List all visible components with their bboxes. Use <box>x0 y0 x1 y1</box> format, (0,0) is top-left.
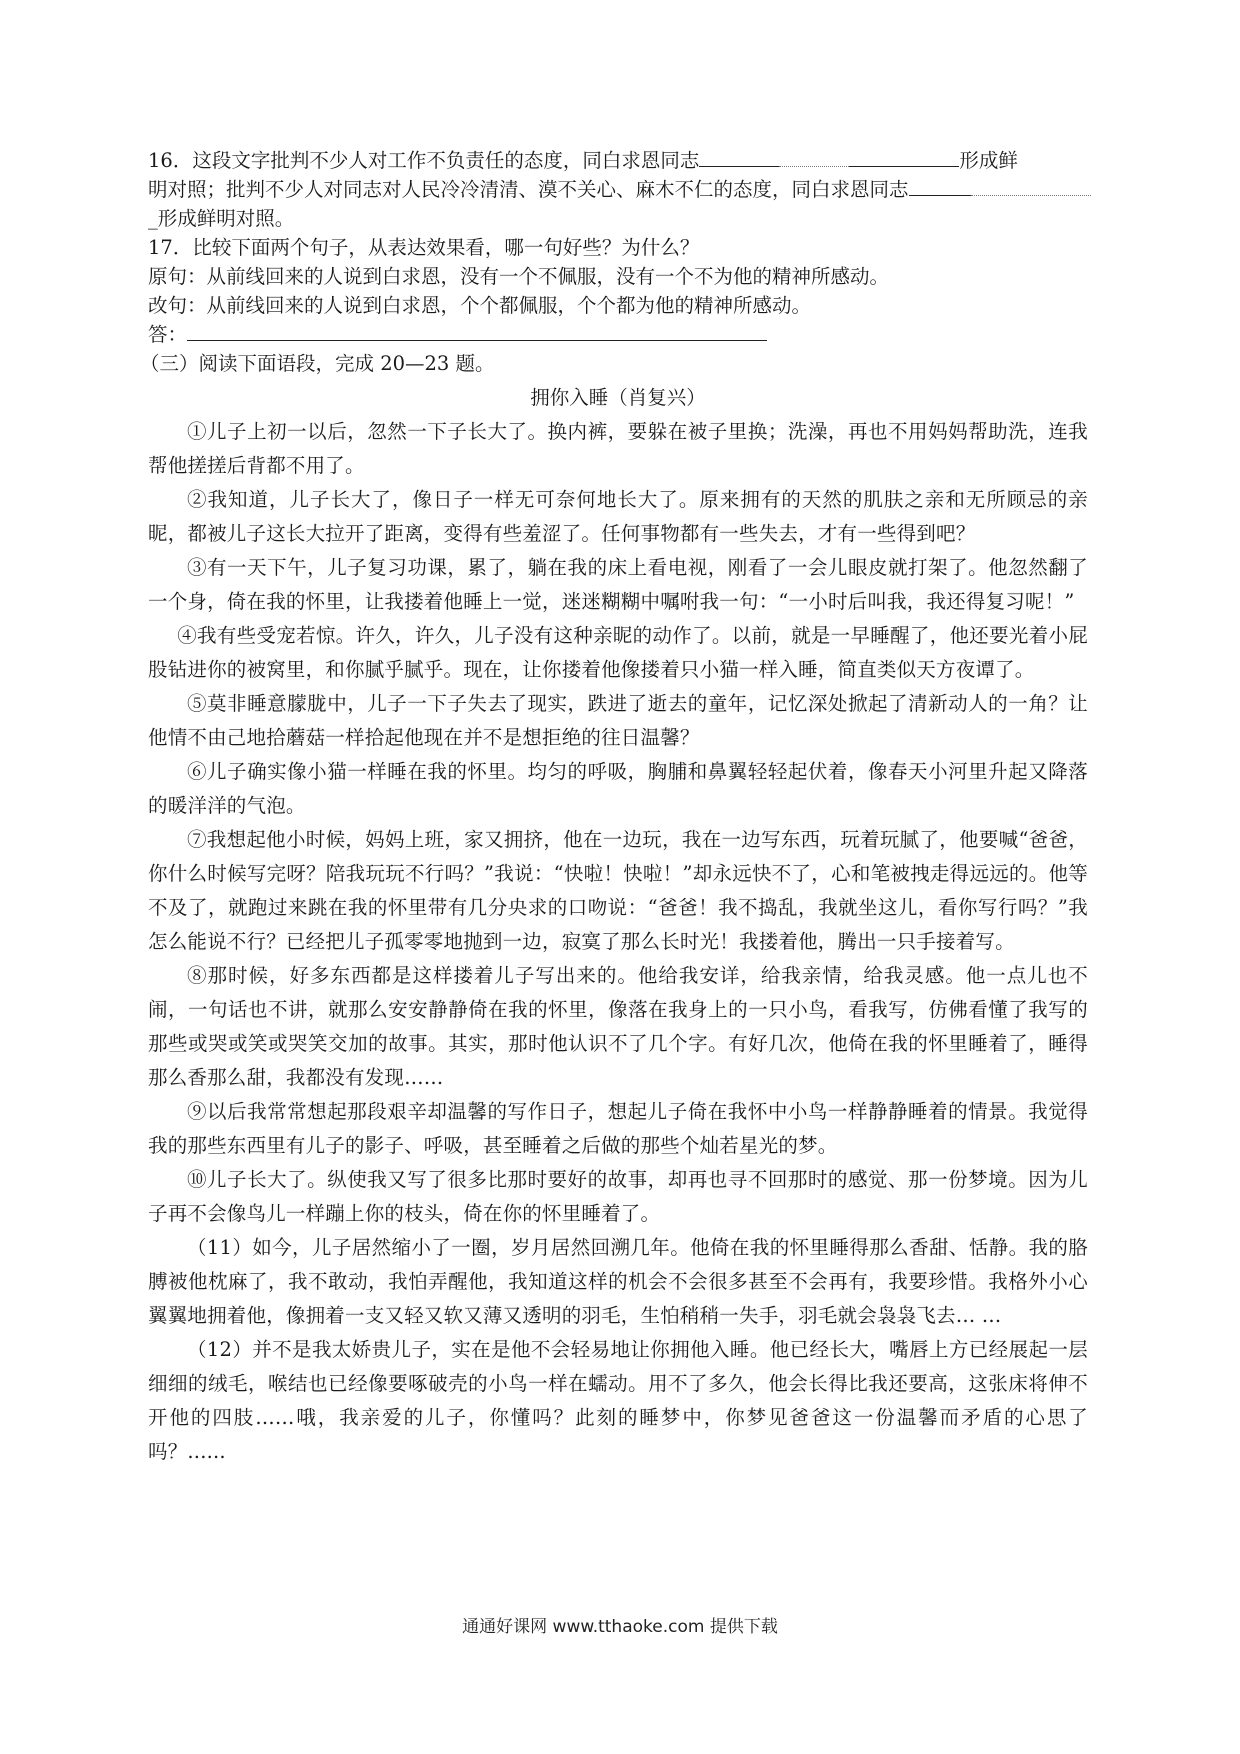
answer-blank[interactable] <box>909 177 971 196</box>
paragraph-10: ⑩儿子长大了。纵使我又写了很多比那时要好的故事，却再也寻不回那时的感觉、那一份梦境。因为儿子再不会像鸟儿一样蹦上你的枝头，倚在你的怀里睡着了。 <box>148 1168 1088 1225</box>
question-16-line-1 <box>148 146 1088 175</box>
paragraph-7: ⑦我想起他小时候，妈妈上班，家又拥挤，他在一边玩，我在一边写东西，玩着玩腻了，他要喊“爸爸，你什么时候写完呀？陪我玩玩不行吗？”我说：“快啦！快啦！”却永远快不了，心和笔被拽走得远远的。他等不及了，就跑过来跳在我的怀里带有几分央求的口吻说：“爸爸！我不捣乱，我就坐这儿，看你写行吗？”我怎么能说不行？已经把儿子孤零零地抛到一边，寂寞了那么长时光！我搂着他，腾出一只手接着写。 <box>148 828 1088 953</box>
question-16-text-2: 明对照；批判不少人对同志对人民冷冷清清、漠不关心、麻木不仁的态度，同白求恩同志 <box>148 178 909 201</box>
paragraph-1: ①儿子上初一以后，忽然一下子长大了。换内裤，要躲在被子里换；洗澡，再也不用妈妈帮助洗，连我帮他搓搓后背都不用了。 <box>148 420 1088 477</box>
paragraph-11: （11）如今，儿子居然缩小了一圈，岁月居然回溯几年。他倚在我的怀里睡得那么香甜、恬静。我的胳膊被他枕麻了，我不敢动，我怕弄醒他，我知道这样的机会不会很多甚至不会再有，我要珍惜。我格外小心翼翼地拥着他，像拥着一支又轻又软又薄又透明的羽毛，生怕稍稍一失手，羽毛就会袅袅飞去… … <box>148 1236 1088 1327</box>
answer-blank[interactable] <box>187 320 767 341</box>
answer-blank-dotted[interactable] <box>971 177 1091 196</box>
answer-blank[interactable] <box>699 148 779 167</box>
paragraph-2: ②我知道，儿子长大了，像日子一样无可奈何地长大了。原来拥有的天然的肌肤之亲和无所顾忌的亲昵，都被儿子这长大拉开了距离，变得有些羞涩了。任何事物都有一些失去，才有一些得到吧？ <box>148 488 1088 545</box>
question-16-line-2 <box>148 175 1088 204</box>
paragraph-12: （12）并不是我太娇贵儿子，实在是他不会轻易地让你拥他入睡。他已经长大，嘴唇上方已经展起一层细细的绒毛，喉结也已经像要啄破壳的小鸟一样在蠕动。用不了多久，他会长得比我还要高，这张床将伸不开他的四肢……哦，我亲爱的儿子，你懂吗？此刻的睡梦中，你梦见爸爸这一份温馨而矛盾的心思了吗？...... <box>148 1338 1088 1463</box>
paragraph-9: ⑨以后我常常想起那段艰辛却温馨的写作日子，想起儿子倚在我怀中小鸟一样静静睡着的情景。我觉得我的那些东西里有儿子的影子、呼吸，甚至睡着之后做的那些个灿若星光的梦。 <box>148 1100 1088 1157</box>
answer-blank[interactable] <box>849 148 959 167</box>
document-page <box>140 146 1088 1469</box>
question-17: 17．比较下面两个句子，从表达效果看，哪一句好些？为什么？ <box>148 236 700 259</box>
article-title: 拥你入睡（肖复兴） <box>530 386 706 409</box>
section-heading: （三）阅读下面语段，完成 20—23 题。 <box>140 352 495 375</box>
question-16-text: 16．这段文字批判不少人对工作不负责任的态度，同白求恩同志 <box>148 149 700 172</box>
paragraph-4: ④我有些受宠若惊。许久，许久，儿子没有这种亲昵的动作了。以前，就是一早睡醒了，他还要光着小屁股钻进你的被窝里，和你腻乎腻乎。现在，让你搂着他像搂着只小猫一样入睡，简直类似天方夜谭了。 <box>148 624 1088 681</box>
paragraph-5: ⑤莫非睡意朦胧中，儿子一下子失去了现实，跌进了逝去的童年，记忆深处掀起了清新动人的一角？让他情不由己地拾蘑菇一样拾起他现在并不是想拒绝的往日温馨？ <box>148 692 1088 749</box>
revised-sentence: 改句：从前线回来的人说到白求恩，个个都佩服，个个都为他的精神所感动。 <box>148 294 812 317</box>
original-sentence: 原句：从前线回来的人说到白求恩，没有一个不佩服，没有一个不为他的精神所感动。 <box>148 265 890 288</box>
answer-line <box>148 320 1088 349</box>
page-footer: 通通好课网 www.tthaoke.com 提供下载 <box>462 1617 778 1637</box>
question-16-line-3: _形成鲜明对照。 <box>148 207 295 230</box>
answer-blank-dotted[interactable] <box>779 148 849 167</box>
answer-label: 答： <box>148 323 188 346</box>
paragraph-8: ⑧那时候，好多东西都是这样搂着儿子写出来的。他给我安详，给我亲情，给我灵感。他一点儿也不闹，一句话也不讲，就那么安安静静倚在我的怀里，像落在我身上的一只小鸟，看我写，仿佛看懂了我写的那些或哭或笑或哭笑交加的故事。其实，那时他认识不了几个字。有好几次，他倚在我的怀里睡着了，睡得那么香那么甜，我都没有发现…… <box>148 964 1088 1089</box>
question-16-text-tail: 形成鲜 <box>959 149 1018 172</box>
paragraph-6: ⑥儿子确实像小猫一样睡在我的怀里。均匀的呼吸，胸脯和鼻翼轻轻起伏着，像春天小河里升起又降落的暖洋洋的气泡。 <box>148 760 1088 817</box>
paragraph-3: ③有一天下午，儿子复习功课，累了，躺在我的床上看电视，刚看了一会儿眼皮就打架了。他忽然翻了一个身，倚在我的怀里，让我搂着他睡上一觉，迷迷糊糊中嘱咐我一句：“一小时后叫我，我还得复习呢！” <box>148 556 1088 613</box>
